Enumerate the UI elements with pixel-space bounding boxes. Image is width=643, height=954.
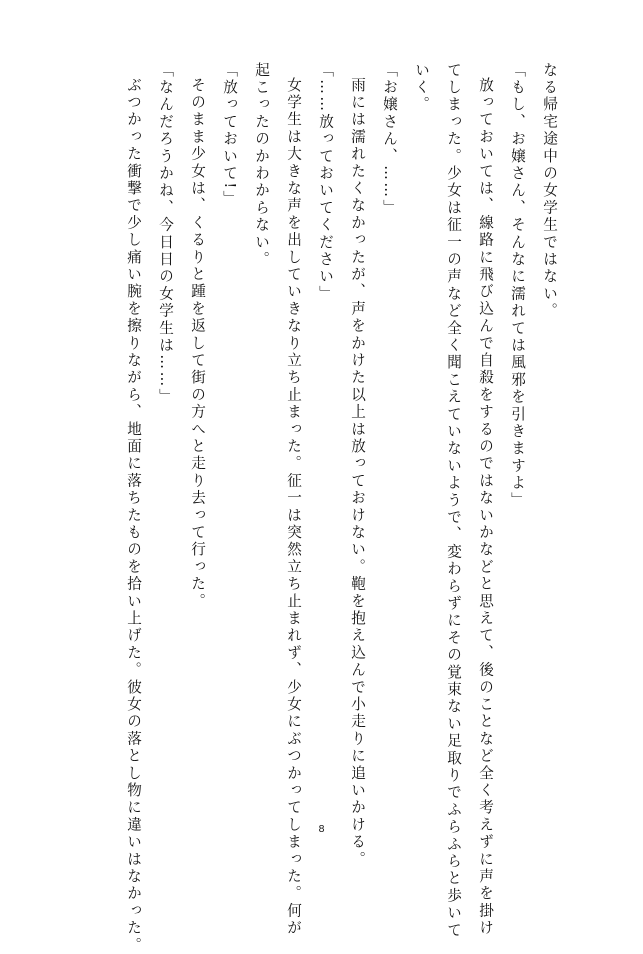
- text-line: そのまま少女は、くるりと踵を返して街の方へと走り去って行った。: [189, 76, 206, 610]
- text-line: 「お嬢さん、……」: [381, 62, 398, 217]
- text-line: 「放っておいて!」: [221, 62, 238, 209]
- page-number: 8: [318, 824, 325, 835]
- text-line: 「もし、お嬢さん、そんなに濡れては風邪を引きますよ」: [509, 62, 526, 510]
- text-line: 「なんだろうかね、今日日の女学生は……」: [157, 62, 174, 406]
- text-line: なる帰宅途中の女学生ではない。: [541, 62, 558, 320]
- text-line: いく。: [413, 62, 430, 114]
- text-line: 女学生は大きな声を出していきなり立ち止まった。征一は突然立ち止まれず、少女にぶつかってしまった。何が: [285, 76, 302, 937]
- text-line: てしまった。少女は征一の声など全く聞こえていないようで、変わらずにその覚束ない足取りでふらふらと歩いて: [445, 62, 462, 940]
- vertical-text-body: [65, 62, 565, 954]
- text-line: 「……放っておいてください」: [317, 62, 334, 303]
- text-line: 雨には濡れたくなかったが、声をかけた以上は放っておけない。鞄を抱え込んで小走りに追いかける。: [349, 76, 366, 868]
- text-line: 起こったのかわからない。: [253, 62, 270, 269]
- text-line: ぶつかった衝撃で少し痛い腕を擦りながら、地面に落ちたものを拾い上げた。彼女の落とし物に違いはなかった。: [125, 76, 142, 954]
- text-line: 放っておいては、線路に飛び込んで自殺をするのではないかなどと思えて、後のことなど全く考えずに声を掛け: [477, 76, 494, 937]
